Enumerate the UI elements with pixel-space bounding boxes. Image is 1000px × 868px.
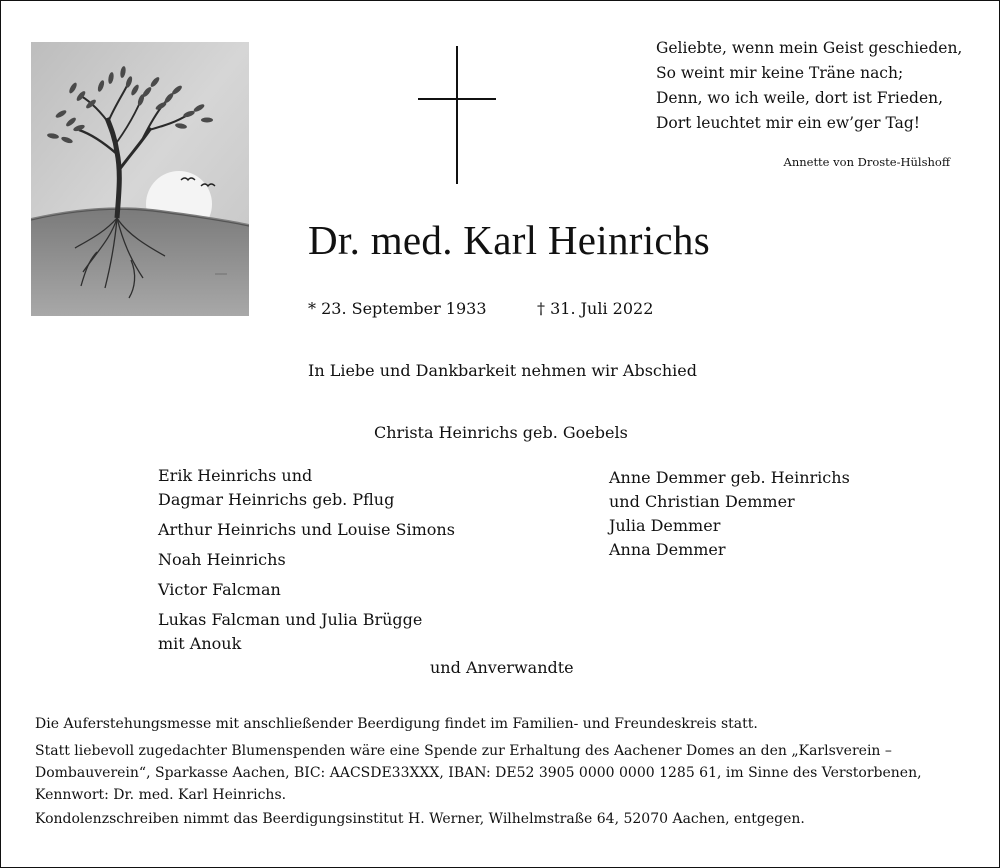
poem-line: So weint mir keine Träne nach; (656, 64, 904, 82)
death-date: † 31. Juli 2022 (537, 299, 654, 318)
family-member: Victor Falcman (158, 580, 281, 599)
notice-line: Kondolenzschreiben nimmt das Beerdigungsinstitut H. Werner, Wilhelmstraße 64, 52070 Aachen, entgegen. (35, 811, 805, 827)
tree-sunset-drawing (31, 42, 249, 316)
farewell-text: In Liebe und Dankbarkeit nehmen wir Abschied (308, 361, 698, 380)
family-member: und Christian Demmer (609, 492, 795, 511)
notice-line: Kennwort: Dr. med. Karl Heinrichs. (35, 787, 287, 803)
donation-notice (35, 740, 922, 806)
notice-line: Die Auferstehungsmesse mit anschließender Beerdigung findet im Familien- und Freundeskreis statt. (35, 716, 758, 732)
poem-line: Dort leuchtet mir ein ew’ger Tag! (656, 114, 921, 132)
family-member: Arthur Heinrichs und Louise Simons (158, 520, 455, 539)
family-member: Anne Demmer geb. Heinrichs (609, 468, 850, 487)
notice-line: Dombauverein“, Sparkasse Aachen, BIC: AACSDE33XXX, IBAN: DE52 3905 0000 0000 1285 61, im Sinne des Verstorbenen, (35, 765, 922, 781)
family-member: Julia Demmer (609, 516, 721, 535)
relatives-text: und Anverwandte (430, 658, 574, 677)
deceased-name: Dr. med. Karl Heinrichs (308, 217, 710, 263)
family-member: Anna Demmer (609, 540, 726, 559)
notice-line: Statt liebevoll zugedachter Blumenspenden wäre eine Spende zur Erhaltung des Aachener Domes an den „Karlsverein – (35, 743, 892, 759)
family-left-column (158, 464, 455, 656)
family-right-column (609, 466, 850, 562)
condolence-notice (35, 808, 805, 830)
family-member: Erik Heinrichs und (158, 466, 313, 485)
family-member: Noah Heinrichs (158, 550, 286, 569)
poem-author: Annette von Droste-Hülshoff (783, 155, 950, 169)
mass-notice (35, 713, 758, 735)
family-member: mit Anouk (158, 634, 242, 653)
poem (656, 36, 962, 136)
family-member: Lukas Falcman und Julia Brügge (158, 610, 423, 629)
cross-icon (418, 46, 496, 184)
poem-line: Denn, wo ich weile, dort ist Frieden, (656, 89, 944, 107)
spouse-name: Christa Heinrichs geb. Goebels (374, 423, 628, 442)
birth-date: * 23. September 1933 (308, 299, 487, 318)
family-member: Dagmar Heinrichs geb. Pflug (158, 490, 395, 509)
poem-line: Geliebte, wenn mein Geist geschieden, (656, 39, 963, 57)
